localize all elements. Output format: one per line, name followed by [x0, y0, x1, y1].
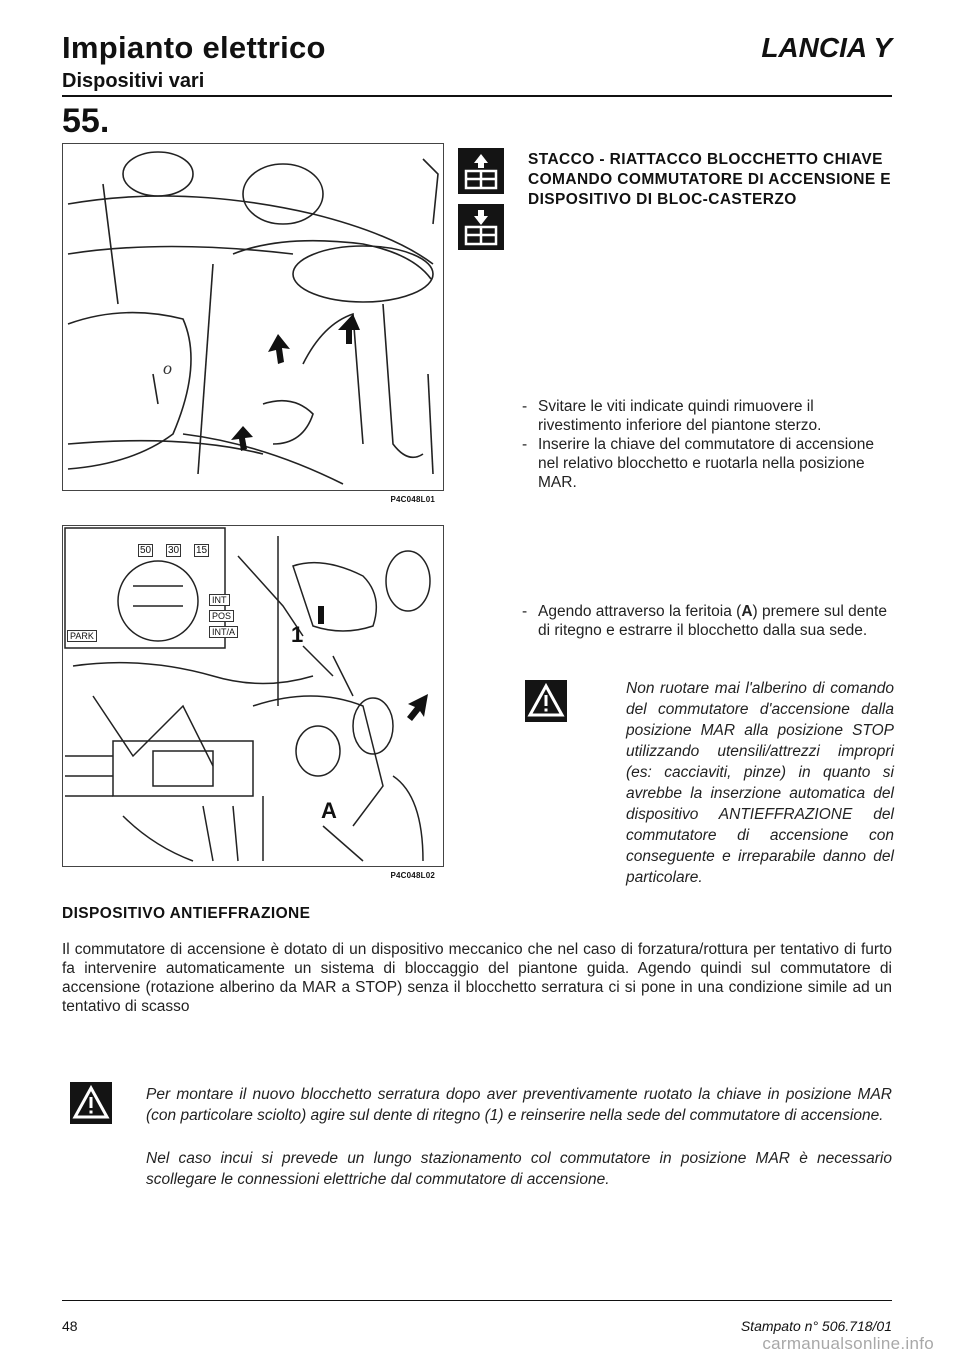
header-rule [62, 95, 892, 97]
step-item: - Inserire la chiave del commutatore di accensione nel relativo blocchetto e ruotarla nella posizione MAR. [522, 436, 875, 491]
svg-text:o: o [163, 358, 172, 378]
label-part-1: 1 [291, 622, 304, 647]
print-reference: Stampato n° 506.718/01 [740, 1318, 892, 1334]
figure-steering-column [62, 143, 444, 504]
label-int: INT [209, 594, 230, 606]
arrow-up-icon [463, 152, 499, 190]
page-title: Impianto elettrico [62, 30, 326, 65]
steering-column-illustration [63, 144, 443, 490]
remove-icon [458, 148, 504, 194]
page-subtitle: Dispositivi vari [62, 70, 205, 92]
step-text-pre: Agendo attraverso la feritoia ( [538, 603, 742, 620]
step-text-slot: A [741, 603, 753, 620]
section-body: Il commutatore di accensione è dotato di un dispositivo meccanico che nel caso di forzatura/rottura per tentativo di furto fa intervenire automaticamente un sistema di bloccaggio del piantone guida. Agendo quindi sul commutatore di accensione (rotazione alberino da MAR a STOP) senza il blocchetto serratura ci si pone in una condizione simile ad un tentativo di scasso [62, 941, 892, 1015]
label-slot-a: A [321, 798, 337, 823]
step-item: - Svitare le viti indicate quindi rimuovere il rivestimento inferiore del piantone sterzo. [522, 398, 822, 434]
brand-name: LANCIA Y [761, 32, 892, 63]
section-number: 55. [62, 102, 110, 140]
label-int-a: INT/A [209, 626, 238, 638]
footer-rule [62, 1300, 892, 1301]
label-30: 30 [168, 545, 180, 556]
step-text: Inserire la chiave del commutatore di accensione nel relativo blocchetto e ruotarla nella posizione MAR. [538, 436, 875, 491]
warning-icon-2 [70, 1082, 112, 1124]
label-50: 50 [140, 545, 152, 556]
ignition-switch-illustration [63, 526, 443, 866]
watermark: carmanualsonline.info [762, 1334, 934, 1353]
arrow-down-icon [463, 208, 499, 246]
figure-1-caption: P4C048L01 [390, 495, 435, 504]
warning-text-2b: Nel caso incui si prevede un lungo stazionamento col commutatore in posizione MAR è necessario scollegare le connessioni elettriche dal commutatore di accensione. [146, 1150, 892, 1188]
label-pos: POS [209, 610, 234, 622]
section-title: DISPOSITIVO ANTIEFFRAZIONE [62, 905, 311, 922]
step-item: - Agendo attraverso la feritoia (A) premere sul dente di ritegno e estrarre il blocchetto dalla sua sede. [522, 603, 887, 639]
step-list-2 [522, 602, 894, 640]
procedure-title: STACCO - RIATTACCO BLOCCHETTO CHIAVE COMANDO COMMUTATORE DI ACCENSIONE E DISPOSITIVO DI BLOC-CASTERZO [528, 151, 892, 208]
figure-ignition-switch [62, 525, 444, 880]
refit-icon [458, 204, 504, 250]
step-text: Svitare le viti indicate quindi rimuovere il rivestimento inferiore del piantone sterzo. [538, 398, 822, 434]
label-park: PARK [67, 630, 97, 642]
step-text-post: ) premere sul dente di ritegno e estrarre il blocchetto dalla sua sede. [538, 603, 887, 639]
warning-icon [525, 680, 567, 722]
figure-2-caption: P4C048L02 [390, 871, 435, 880]
warning-text-2a: Per montare il nuovo blocchetto serratura dopo aver preventivamente ruotato la chiave in posizione MAR (con particolare sciolto) agire sul dente di ritegno (1) e reinserire nella sede del commutatore di accensione. [146, 1086, 892, 1124]
warning-text-1: Non ruotare mai l'alberino di comando del commutatore d'accensione dalla posizione MAR alla posizione STOP utilizzando utensili/attrezzi impropri (es: cacciaviti, pinze) in quanto si avrebbe la inserzione automatica del dispositivo ANTIEFFRAZIONE del commutatore di accensione con conseguente e irreparabile danno del particolare. [626, 680, 894, 886]
step-list-1 [522, 397, 894, 492]
warning-triangle-icon [70, 1082, 112, 1124]
page-number: 48 [62, 1318, 78, 1334]
warning-triangle-icon [525, 680, 567, 722]
label-15: 15 [196, 545, 208, 556]
